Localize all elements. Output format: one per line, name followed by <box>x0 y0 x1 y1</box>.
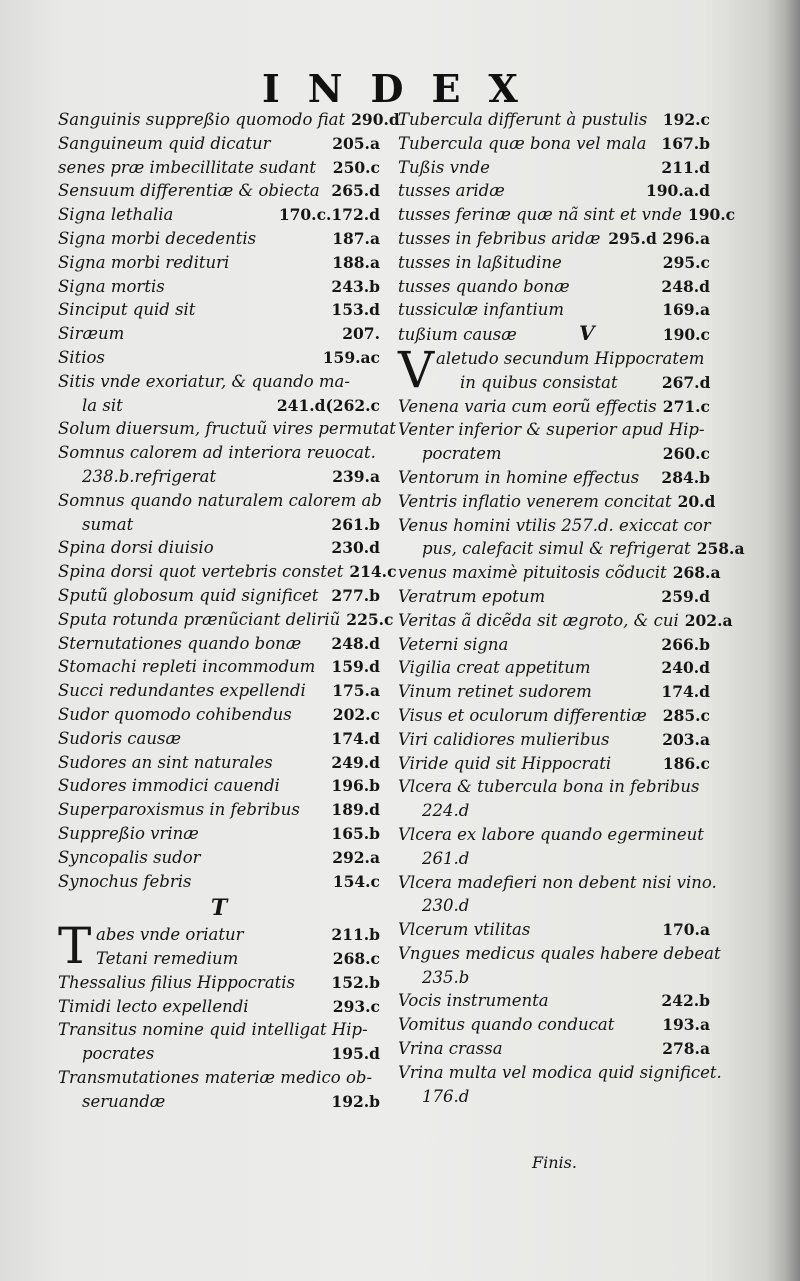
index-entry <box>58 108 400 132</box>
entry-text: Transmutationes materiæ medico ob- <box>58 1068 373 1088</box>
entry-page-ref: 295.d 296.a <box>608 228 710 248</box>
index-entry <box>398 728 710 752</box>
entry-page-ref: 152.b <box>331 972 380 992</box>
index-entry <box>398 609 733 633</box>
index-entry <box>398 918 710 942</box>
entry-text: Spina dorsi quot vertebris constet <box>58 562 344 582</box>
entry-page-ref: 278.a <box>662 1039 710 1059</box>
entry-text: Siræum <box>58 324 125 344</box>
page-title: INDEX <box>262 66 546 111</box>
entry-page-ref: 167.b <box>661 133 710 153</box>
entry-page-ref: 225.c <box>346 609 394 629</box>
entries-letter-t-continued <box>398 108 736 347</box>
entry-text: Signa mortis <box>58 276 165 296</box>
entry-page-ref: 243.b <box>331 276 380 296</box>
entry-page-ref: 249.d <box>331 752 380 772</box>
entry-text: in quibus consistat <box>460 372 618 392</box>
entry-text: Synochus febris <box>58 871 192 891</box>
entries-v-first <box>436 347 710 395</box>
entry-text: sumat <box>82 514 134 534</box>
index-entry <box>398 966 710 990</box>
index-entry <box>58 798 380 822</box>
index-entry <box>398 704 710 728</box>
entry-page-ref: 214.c <box>349 562 397 582</box>
index-entry <box>58 971 380 995</box>
index-entry <box>58 156 380 180</box>
entry-text: 261.d <box>422 848 470 868</box>
index-entry <box>58 1090 380 1114</box>
index-entry <box>96 947 380 971</box>
index-entry <box>58 227 380 251</box>
entry-page-ref: 205.a <box>332 133 380 153</box>
entry-text: tusses quando bonæ <box>398 276 570 296</box>
entry-text: senes præ imbecillitate sudant <box>58 157 316 177</box>
entry-text: Vlcera ex labore quando egermineut <box>398 824 704 844</box>
entry-text: Sensuum differentiæ & obiecta <box>58 181 320 201</box>
index-entry <box>58 608 394 632</box>
entry-text: Ventris inflatio venerem concitat <box>398 491 672 511</box>
index-entry <box>58 632 380 656</box>
index-entry <box>398 942 721 966</box>
entry-text: Vocis instrumenta <box>398 991 549 1011</box>
entry-text: Sputa rotunda prænũciant deliriũ <box>58 609 341 629</box>
index-entry <box>398 203 736 227</box>
index-entry <box>398 799 710 823</box>
entry-page-ref: 248.d <box>331 633 380 653</box>
entry-text: Vrina crassa <box>398 1039 503 1059</box>
entry-text: Vigilia creat appetitum <box>398 658 591 678</box>
entry-page-ref: 154.c <box>332 871 380 891</box>
entry-text: Somnus calorem ad interiora reuocat. <box>58 443 376 463</box>
index-entry <box>436 371 710 395</box>
entry-text: Veritas ã dicẽda sit ægroto, & cui <box>398 610 679 630</box>
index-entry <box>58 822 380 846</box>
entry-page-ref: 295.c <box>662 252 710 272</box>
entry-text: Sanguinis suppreßio quomodo fiat <box>58 110 346 129</box>
index-entry <box>398 156 710 180</box>
index-entry <box>58 846 380 870</box>
entry-text: Signa morbi redituri <box>58 252 230 272</box>
entry-text: Sudoris causæ <box>58 728 181 748</box>
entry-page-ref: 190.a.d <box>645 181 710 201</box>
entry-text: Venena varia cum eorũ effectis <box>398 396 657 416</box>
index-entry <box>398 418 710 442</box>
index-entry <box>58 703 380 727</box>
entry-text: tusses aridæ <box>398 181 505 201</box>
index-entry <box>58 346 380 370</box>
index-entry <box>398 251 710 275</box>
index-entry <box>398 275 710 299</box>
entry-text: Viride quid sit Hippocrati <box>398 753 612 773</box>
entry-text: Solum diuersum, fructuũ vires permutat <box>58 419 396 439</box>
entry-text: venus maximè pituitosis cõducit <box>398 563 667 583</box>
entry-page-ref: 267.d <box>661 372 711 392</box>
index-entry <box>58 584 380 608</box>
entry-page-ref: 159.d <box>331 657 380 677</box>
entry-text: Veterni signa <box>398 634 509 654</box>
entry-text: Vomitus quando conducat <box>398 1015 615 1035</box>
entry-page-ref: 175.a <box>332 681 380 701</box>
index-entry <box>398 847 710 871</box>
index-entry <box>398 1037 710 1061</box>
finis-mark: Finis. <box>532 1153 577 1172</box>
entry-page-ref: 290.d <box>351 110 400 129</box>
dropcap-block-v <box>398 340 711 399</box>
entry-page-ref: 189.d <box>331 800 380 820</box>
dropcap-v: V <box>398 340 435 399</box>
entry-page-ref: 211.b <box>331 925 380 945</box>
entry-page-ref: 170.a <box>662 920 710 940</box>
index-entry <box>398 680 710 704</box>
index-entry <box>398 775 710 799</box>
entry-page-ref: 240.d <box>661 658 710 678</box>
entry-text: Sitis vnde exoriatur, & quando ma- <box>58 371 350 391</box>
entry-page-ref: 268.c <box>332 949 380 969</box>
entry-text: Suppreßio vrinæ <box>58 823 199 843</box>
entry-page-ref: 292.a <box>332 847 380 867</box>
index-entry <box>398 633 710 657</box>
entry-text: Venus homini vtilis 257.d. exiccat cor <box>398 515 711 535</box>
entry-text: pocrates <box>82 1044 155 1064</box>
entry-page-ref: 285.c <box>662 705 710 725</box>
entry-text: Thessalius filius Hippocratis <box>58 972 296 992</box>
index-entry <box>398 132 710 156</box>
entry-text: pus, calefacit simul & refrigerat <box>422 539 691 559</box>
entry-text: Signa lethalia <box>58 205 174 225</box>
index-entry <box>398 989 710 1013</box>
entry-page-ref: 190.c <box>687 205 736 225</box>
entry-page-ref: 195.d <box>331 1044 380 1064</box>
index-entry <box>58 1018 380 1042</box>
entry-text: Tubercula quæ bona vel mala <box>398 133 647 153</box>
entry-page-ref: 174.d <box>661 682 710 702</box>
entry-text: Tußis vnde <box>398 157 490 177</box>
entry-page-ref: 248.d <box>661 276 710 296</box>
entry-text: Spina dorsi diuisio <box>58 538 214 558</box>
entry-text: Sputũ globosum quid significet <box>58 585 319 605</box>
entry-page-ref: 188.a <box>332 252 380 272</box>
entry-page-ref: 239.a <box>332 466 380 486</box>
entry-text: Vlcera madefieri non debent nisi vino. <box>398 872 717 892</box>
index-entry <box>58 203 380 227</box>
entry-page-ref: 186.c <box>662 753 710 773</box>
entry-page-ref: 20.d <box>677 491 716 511</box>
entry-text: Tetani remedium <box>96 949 239 969</box>
index-entry <box>398 179 710 203</box>
entry-text: 176.d <box>422 1086 470 1106</box>
entry-page-ref: 193.a <box>662 1015 710 1035</box>
entry-text: Ventorum in homine effectus <box>398 467 640 487</box>
index-entry <box>398 871 717 895</box>
index-entry <box>58 370 380 394</box>
entries-letter-t <box>58 971 380 1114</box>
entry-page-ref: 165.b <box>331 823 380 843</box>
entry-page-ref: 230.d <box>331 538 380 558</box>
entry-page-ref: 196.b <box>331 776 380 796</box>
entry-text: tusses ferinæ quæ nã sint et vnde <box>398 205 682 225</box>
entry-text: tußium causæ <box>398 325 517 345</box>
index-entry <box>58 1042 380 1066</box>
entry-page-ref: 266.b <box>661 634 710 654</box>
index-entry <box>398 752 710 776</box>
index-entry <box>58 394 380 418</box>
entry-page-ref: 261.b <box>331 514 380 534</box>
index-entry <box>398 442 710 466</box>
index-entry <box>58 465 380 489</box>
entry-text: Vlcerum vtilitas <box>398 920 531 940</box>
entry-text: Timidi lecto expellendi <box>58 996 249 1016</box>
entry-text: Sitios <box>58 347 105 367</box>
entry-page-ref: 203.a <box>662 729 710 749</box>
dropcap-block-t <box>58 917 380 976</box>
entry-text: 238.b.refrigerat <box>82 466 217 486</box>
entry-text: Vinum retinet sudorem <box>398 682 592 702</box>
entry-page-ref: 284.b <box>661 467 710 487</box>
index-entry <box>436 347 710 371</box>
dropcap-t: T <box>58 917 92 976</box>
page-gutter-shadow <box>766 0 800 1281</box>
entry-text: Venter inferior & superior apud Hip- <box>398 420 705 440</box>
entry-text: 224.d <box>422 801 470 821</box>
entry-text: Signa morbi decedentis <box>58 228 257 248</box>
entry-page-ref: 192.c <box>662 110 710 129</box>
entry-text: tussiculæ infantium <box>398 300 565 320</box>
entry-page-ref: 159.ac <box>322 347 380 367</box>
entry-text: 230.d <box>422 896 470 916</box>
index-entry <box>398 108 710 132</box>
index-entry <box>58 995 380 1019</box>
entry-page-ref: 241.d(262.c <box>276 395 380 415</box>
entry-page-ref: 202.a <box>684 610 733 630</box>
entry-text: abes vnde oriatur <box>96 925 244 945</box>
entries-letter-s <box>58 108 400 893</box>
index-entry <box>58 536 380 560</box>
section-letter-v: V <box>579 321 595 346</box>
index-entry <box>398 322 710 347</box>
index-entry <box>398 395 710 419</box>
index-entry <box>58 179 380 203</box>
index-entry <box>58 727 380 751</box>
entries-t-first <box>96 923 380 971</box>
index-entry <box>58 275 380 299</box>
index-entry <box>96 923 380 947</box>
entry-page-ref: 260.c <box>662 444 710 464</box>
entry-page-ref: 265.d <box>331 181 380 201</box>
entry-page-ref: 277.b <box>331 585 380 605</box>
index-entry <box>398 537 745 561</box>
index-entry <box>58 417 396 441</box>
index-entry <box>58 679 380 703</box>
index-entry <box>398 656 710 680</box>
entry-text: Syncopalis sudor <box>58 847 201 867</box>
entry-page-ref: 207. <box>342 324 380 344</box>
index-entry <box>398 514 710 538</box>
index-column-right <box>398 108 745 1108</box>
index-entry <box>58 489 380 513</box>
entry-page-ref: 268.a <box>672 563 721 583</box>
index-entry <box>398 894 710 918</box>
index-entry <box>58 322 380 346</box>
index-entry <box>58 751 380 775</box>
entry-text: Tubercula differunt à pustulis <box>398 110 648 129</box>
index-entry <box>58 298 380 322</box>
entry-text: Sudores an sint naturales <box>58 752 273 772</box>
entries-letter-v <box>398 395 745 1109</box>
entry-text: Veratrum epotum <box>398 586 546 606</box>
index-entry <box>398 298 710 322</box>
index-entry <box>398 227 710 251</box>
entry-text: Transitus nomine quid intelligat Hip- <box>58 1020 368 1040</box>
index-entry <box>58 560 397 584</box>
entry-page-ref: 258.a <box>696 539 745 559</box>
entry-text: Viri calidiores mulieribus <box>398 729 610 749</box>
entry-page-ref: 170.c.172.d <box>278 205 380 225</box>
index-entry <box>398 585 710 609</box>
index-entry <box>398 1061 722 1085</box>
index-entry <box>398 1085 710 1109</box>
entry-page-ref: 174.d <box>331 728 380 748</box>
entry-text: Sternutationes quando bonæ <box>58 633 302 653</box>
index-entry <box>58 513 380 537</box>
entry-text: Succi redundantes expellendi <box>58 681 306 701</box>
index-entry <box>398 1013 710 1037</box>
index-entry <box>398 561 721 585</box>
index-entry <box>398 823 710 847</box>
entry-text: tusses in febribus aridæ <box>398 228 601 248</box>
index-entry <box>58 870 380 894</box>
entry-text: Sinciput quid sit <box>58 300 196 320</box>
entry-text: seruandæ <box>82 1091 166 1111</box>
index-entry <box>58 655 380 679</box>
index-entry <box>58 251 380 275</box>
index-entry <box>398 466 710 490</box>
entry-text: Sudor quomodo cohibendus <box>58 704 292 724</box>
entry-page-ref: 153.d <box>331 300 380 320</box>
entry-page-ref: 250.c <box>332 157 380 177</box>
entry-text: Vlcera & tubercula bona in febribus <box>398 777 700 797</box>
entry-page-ref: 293.c <box>332 996 380 1016</box>
entry-text: la sit <box>82 395 123 415</box>
index-column-left <box>58 108 400 1114</box>
entry-text: Vngues medicus quales habere debeat <box>398 943 721 963</box>
entry-page-ref: 211.d <box>661 157 710 177</box>
entry-text: Visus et oculorum differentiæ <box>398 705 647 725</box>
entry-text: pocratem <box>422 444 502 464</box>
entry-text: Sudores immodici cauendi <box>58 776 280 796</box>
entry-text: Vrina multa vel modica quid significet. <box>398 1062 722 1082</box>
index-entry <box>398 490 716 514</box>
index-entry <box>58 441 380 465</box>
index-entry <box>58 1066 380 1090</box>
entry-page-ref: 202.c <box>332 704 380 724</box>
entry-text: 235.b <box>422 967 470 987</box>
section-letter-t: T <box>210 895 228 922</box>
entry-page-ref: 169.a <box>662 300 710 320</box>
entry-text: Superparoxismus in febribus <box>58 800 300 820</box>
entry-page-ref: 192.b <box>331 1091 380 1111</box>
entry-text: Sanguineum quid dicatur <box>58 133 271 153</box>
entry-page-ref: 242.b <box>661 991 710 1011</box>
entry-page-ref: 187.a <box>332 228 380 248</box>
entry-page-ref: 259.d <box>661 586 710 606</box>
index-entry <box>58 774 380 798</box>
entry-text: aletudo secundum Hippocratem <box>436 348 705 368</box>
entry-page-ref: 190.c <box>662 325 710 345</box>
index-entry <box>58 132 380 156</box>
entry-text: Stomachi repleti incommodum <box>58 657 316 677</box>
entry-text: tusses in laßitudine <box>398 252 562 272</box>
entry-page-ref: 271.c <box>662 396 710 416</box>
entry-text: Somnus quando naturalem calorem ab <box>58 490 382 510</box>
